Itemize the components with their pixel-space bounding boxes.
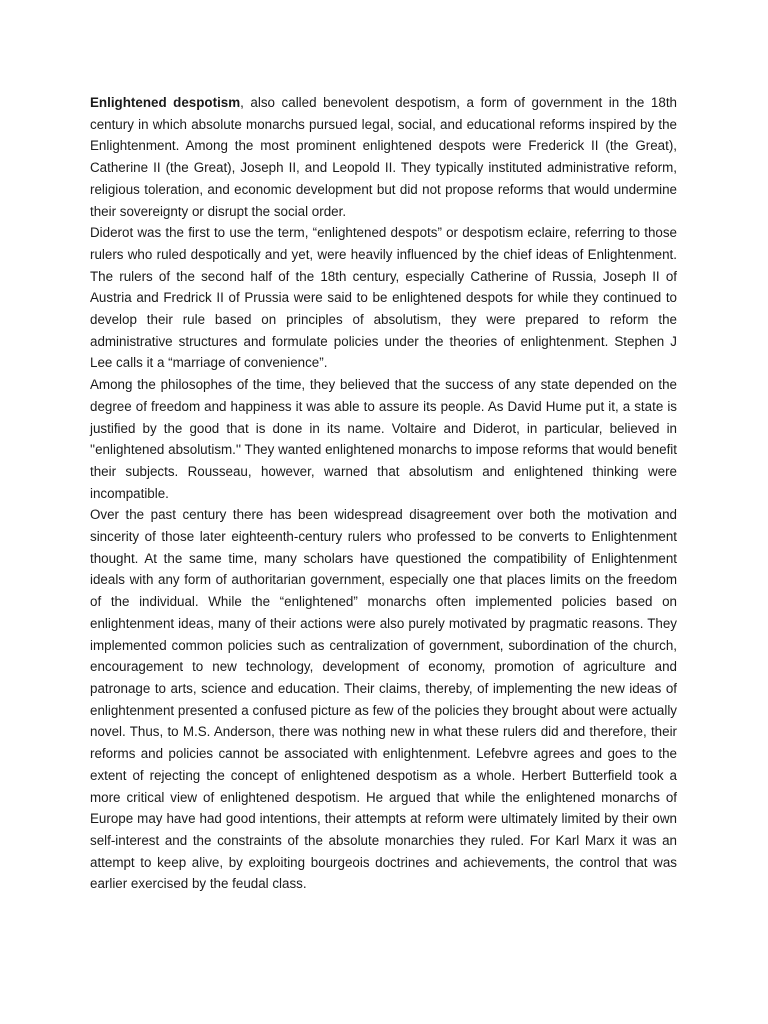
paragraph-4: Over the past century there has been widespread disagreement over both the motivation and sincerity of those later eighteenth-century rulers who professed to be converts to Enlightenment thought. At the same time, many scholars have questioned the compatibility of Enlightenment ideals with any form of authoritarian government, especially one that places limits on the freedom of the individual. While the “enlightened” monarchs often implemented policies based on enlightenment ideas, many of their actions were also purely motivated by pragmatic reasons. They implemented common policies such as centralization of government, subordination of the church, encouragement to new technology, development of economy, promotion of agriculture and patronage to arts, science and education. Their claims, thereby, of implementing the new ideas of enlightenment presented a confused picture as few of the policies they brought about were actually novel. Thus, to M.S. Anderson, there was nothing new in what these rulers did and therefore, their reforms and policies cannot be associated with enlightenment. Lefebvre agrees and goes to the extent of rejecting the concept of enlightened despotism as a whole. Herbert Butterfield took a more critical view of enlightened despotism. He argued that while the enlightened monarchs of Europe may have had good intentions, their attempts at reform were ultimately limited by their own self-interest and the constraints of the absolute monarchies they ruled. For Karl Marx it was an attempt to keep alive, by exploiting bourgeois doctrines and achievements, the control that was earlier exercised by the feudal class.	[90, 507, 677, 892]
paragraph-1	[90, 92, 677, 222]
term-heading: Enlightened despotism	[90, 95, 241, 110]
paragraph-3: Among the philosophes of the time, they believed that the success of any state depended on the degree of freedom and happiness it was able to assure its people. As David Hume put it, a state is justified by the good that is done in its name. Voltaire and Diderot, in particular, believed in ''enlightened absolutism.'' They wanted enlightened monarchs to impose reforms that would benefit their subjects. Rousseau, however, warned that absolutism and enlightened thinking were incompatible.	[90, 377, 677, 501]
paragraph-2: Diderot was the first to use the term, “enlightened despots” or despotism eclaire, referring to those rulers who ruled despotically and yet, were heavily influenced by the chief ideas of Enlightenment. The rulers of the second half of the 18th century, especially Catherine of Russia, Joseph II of Austria and Fredrick II of Prussia were said to be enlightened despots for while they continued to develop their rule based on principles of absolutism, they were prepared to reform the administrative structures and formulate policies under the theories of enlightenment. Stephen J Lee calls it a “marriage of convenience”.	[90, 225, 677, 371]
paragraph-1-text: , also called benevolent despotism, a form of government in the 18th century in which absolute monarchs pursued legal, social, and educational reforms inspired by the Enlightenment. Among the most prominent enlightened despots were Frederick II (the Great), Catherine II (the Great), Joseph II, and Leopold II. They typically instituted administrative reform, religious toleration, and economic development but did not propose reforms that would undermine their sovereignty or disrupt the social order.	[90, 95, 677, 219]
document-body	[90, 92, 677, 895]
